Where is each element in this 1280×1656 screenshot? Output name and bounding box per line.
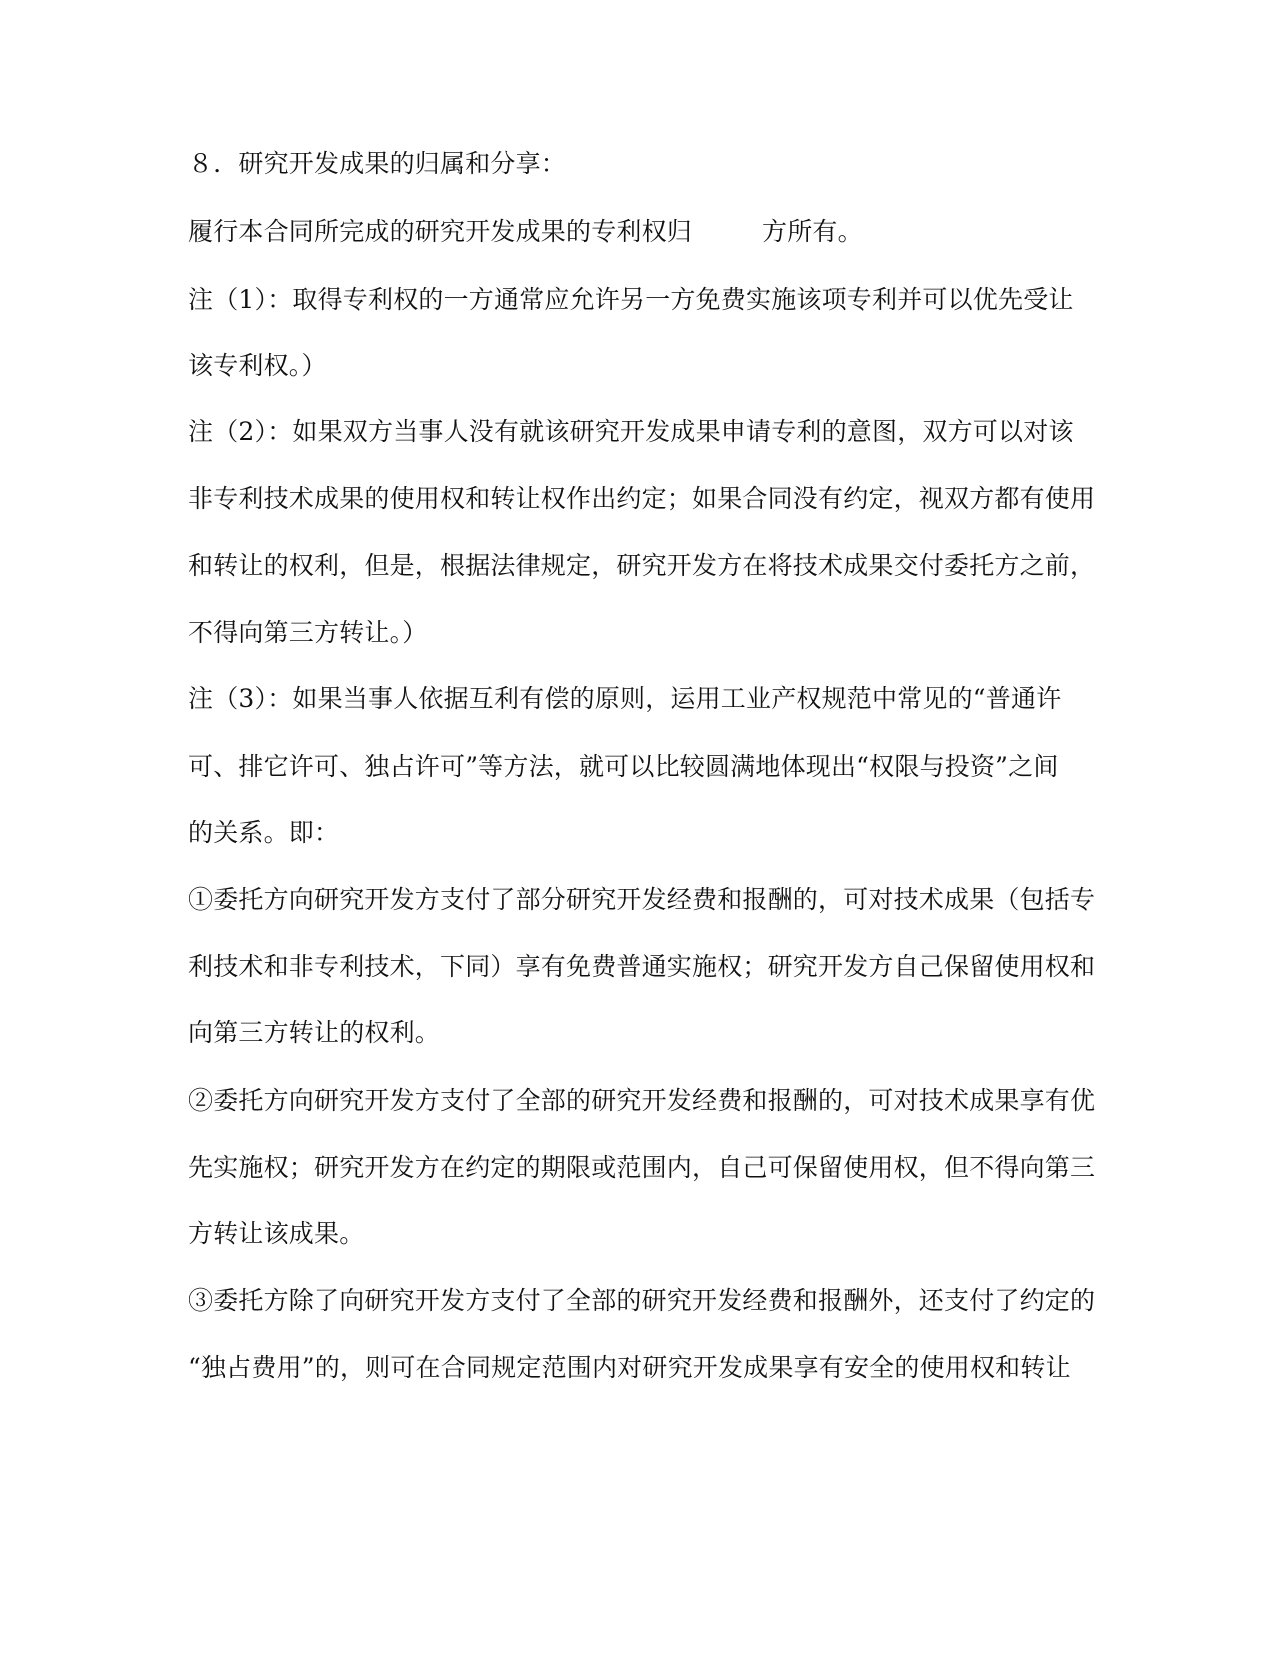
ownership-clause: [188, 216, 863, 248]
text-line: 该专利权。）: [188, 351, 327, 380]
text-line: 的关系。即：: [188, 818, 340, 847]
text-line: 向第三方转让的权利。: [188, 1018, 441, 1047]
text-line: 可、排它许可、独占许可”等方法，就可以比较圆满地体现出“权限与投资”之间: [188, 752, 1059, 781]
text-line: 注（1）：取得专利权的一方通常应允许另一方免费实施该项专利并可以优先受让: [188, 285, 1074, 314]
text-line: “独占费用”的，则可在合同规定范围内对研究开发成果享有安全的使用权和转让: [188, 1353, 1071, 1382]
text-line: 利技术和非专利技术，下同）享有免费普通实施权；研究开发方自己保留使用权和: [188, 952, 1096, 981]
text-line: 注（2）：如果双方当事人没有就该研究开发成果申请专利的意图，双方可以对该: [188, 417, 1074, 446]
section-heading: ８．研究开发成果的归属和分享：: [188, 149, 567, 178]
text-line: 先实施权；研究开发方在约定的期限或范围内，自己可保留使用权，但不得向第三: [188, 1153, 1096, 1182]
ownership-text-before-blank: 履行本合同所完成的研究开发成果的专利权归: [188, 217, 693, 246]
text-line: 非专利技术成果的使用权和转让权作出约定；如果合同没有约定，视双方都有使用: [188, 484, 1096, 513]
text-line: 和转让的权利，但是，根据法律规定，研究开发方在将技术成果交付委托方之前，: [188, 551, 1096, 580]
text-line: ②委托方向研究开发方支付了全部的研究开发经费和报酬的，可对技术成果享有优: [188, 1086, 1096, 1115]
text-line: ①委托方向研究开发方支付了部分研究开发经费和报酬的，可对技术成果（包括专: [188, 885, 1096, 914]
text-line: 不得向第三方转让。）: [188, 618, 428, 647]
text-line: 方转让该成果。: [188, 1219, 365, 1248]
text-line: 注（3）：如果当事人依据互利有偿的原则，运用工业产权规范中常见的“普通许: [188, 684, 1062, 713]
text-line: ③委托方除了向研究开发方支付了全部的研究开发经费和报酬外，还支付了约定的: [188, 1286, 1096, 1315]
ownership-text-after-blank: 方所有。: [762, 217, 863, 246]
